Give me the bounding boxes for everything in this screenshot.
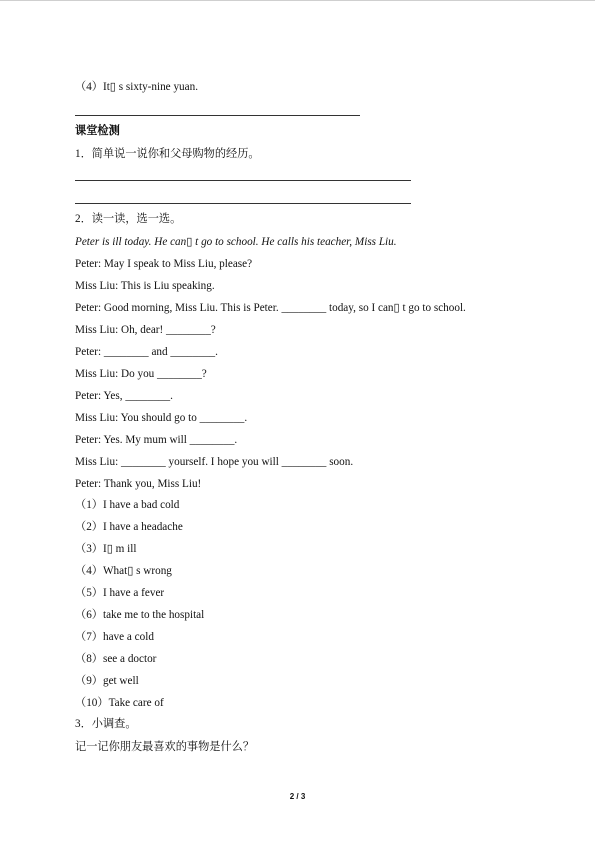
question-2-title: 2．读一读，选一选。 — [75, 213, 182, 225]
question-3-prompt: 记一记你朋友最喜欢的事物是什么？ — [75, 741, 255, 753]
dialogue-line: Peter: ________ and ________. — [75, 346, 218, 358]
answer-blank-line — [75, 203, 411, 204]
option-item: （9）get well — [75, 675, 139, 687]
question-2-intro: Peter is ill today. He can▯ t go to school. He calls his teacher, Miss Liu. — [75, 236, 397, 248]
option-item: （3）I▯ m ill — [75, 543, 137, 555]
dialogue-line: Peter: May I speak to Miss Liu, please? — [75, 258, 253, 270]
dialogue-line: Peter: Yes. My mum will ________. — [75, 434, 238, 446]
option-item: （4）What▯ s wrong — [75, 565, 172, 577]
dialogue-line: Miss Liu: This is Liu speaking. — [75, 280, 215, 292]
question-1-title: 1．简单说一说你和父母购物的经历。 — [75, 148, 260, 160]
section-title: 课堂检测 — [75, 125, 120, 137]
dialogue-line: Peter: Yes, ________. — [75, 390, 173, 402]
page-top-border — [0, 0, 595, 1]
answer-blank-line — [75, 180, 411, 181]
option-item: （5）I have a fever — [75, 587, 165, 599]
option-item: （6）take me to the hospital — [75, 609, 205, 621]
option-item: （7）have a cold — [75, 631, 154, 643]
option-item: （1）I have a bad cold — [75, 499, 180, 511]
option-item: （10）Take care of — [75, 697, 164, 709]
answer-blank-line — [75, 115, 360, 116]
question-3-title: 3．小调查。 — [75, 718, 137, 730]
dialogue-line: Peter: Good morning, Miss Liu. This is Peter. ________ today, so I can▯ t go to school. — [75, 302, 466, 314]
option-item: （8）see a doctor — [75, 653, 157, 665]
dialogue-line: Miss Liu: Do you ________? — [75, 368, 207, 380]
dialogue-line: Miss Liu: ________ yourself. I hope you will ________ soon. — [75, 456, 354, 468]
dialogue-line: Miss Liu: You should go to ________. — [75, 412, 248, 424]
previous-item-line: （4）It▯ s sixty-nine yuan. — [75, 81, 198, 93]
page-number: 2 / 3 — [289, 792, 306, 801]
dialogue-line: Peter: Thank you, Miss Liu! — [75, 478, 202, 490]
dialogue-line: Miss Liu: Oh, dear! ________? — [75, 324, 216, 336]
option-item: （2）I have a headache — [75, 521, 183, 533]
